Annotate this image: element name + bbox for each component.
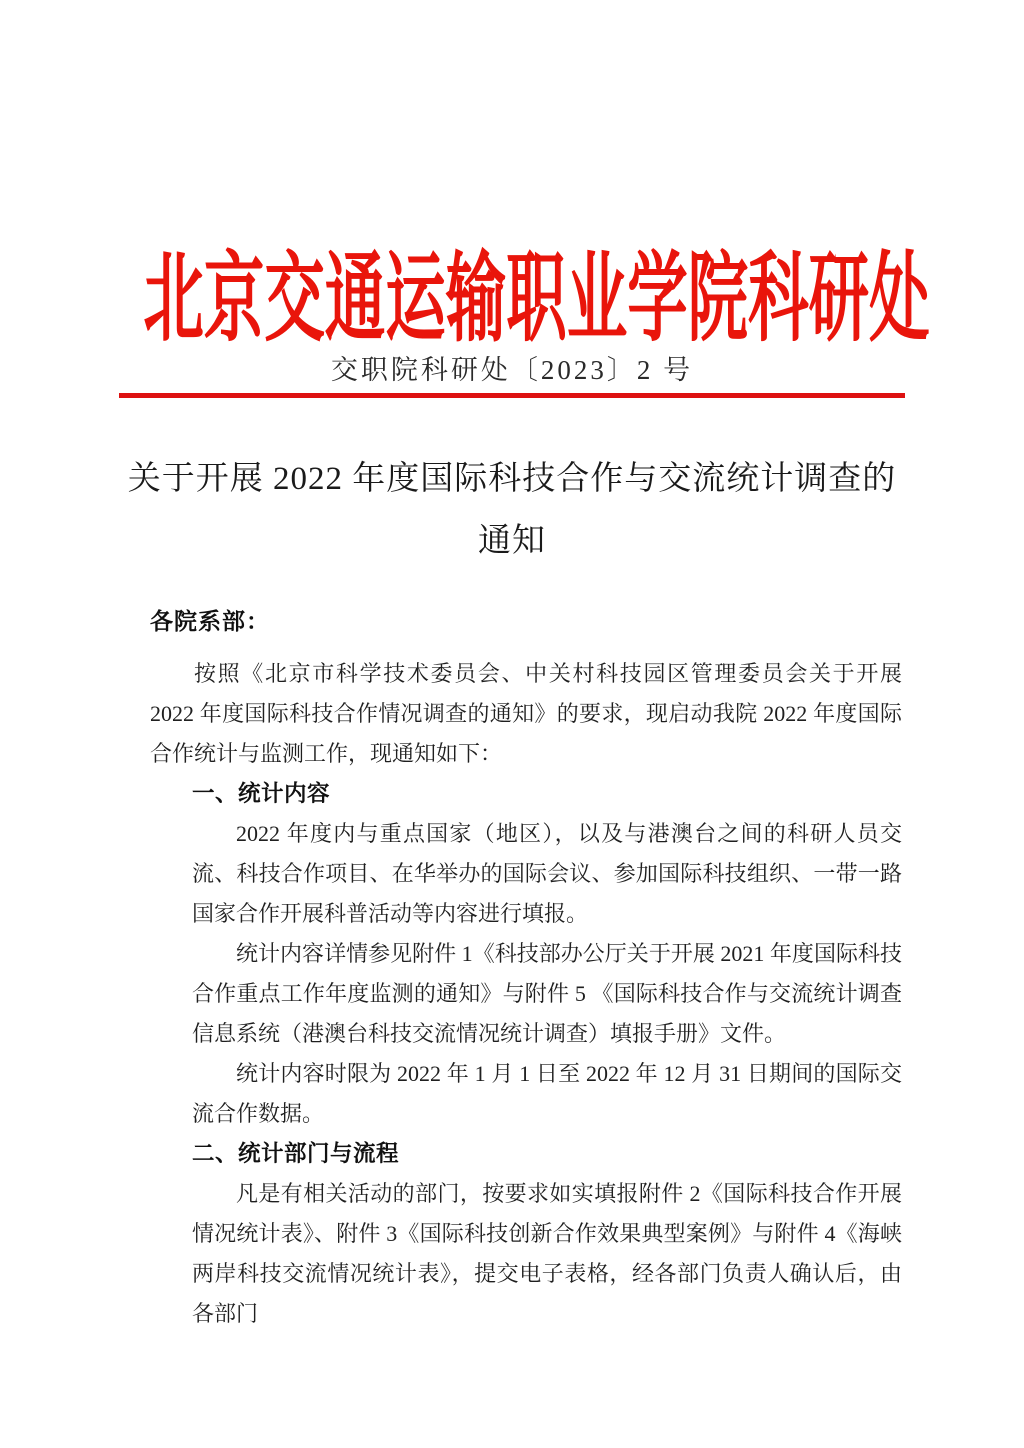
section2-heading: 二、统计部门与流程 [192,1141,400,1166]
document-header [0,0,1024,398]
issuing-org-title: 北京交通运输职业学院科研处 [143,246,930,355]
notice-title [0,448,1024,572]
notice-title-line1: 关于开展 2022 年度国际科技合作与交流统计调查的 [127,461,897,497]
salutation: 各院系部： [150,608,270,634]
section1-paragraph-3: 统计内容时限为 2022 年 1 月 1 日至 2022 年 12 月 31 日期间的国际交流合作数据。 [192,1061,902,1126]
document-number: 交职院科研处〔2023〕2 号 [330,355,694,385]
section1-heading: 一、统计内容 [192,781,331,806]
section1-paragraph-1: 2022 年度内与重点国家（地区），以及与港澳台之间的科研人员交流、科技合作项目、在华举办的国际会议、参加国际科技组织、一带一路国家合作开展科普活动等内容进行填报。 [192,821,902,926]
section2-paragraph-1: 凡是有相关活动的部门，按要求如实填报附件 2《国际科技合作开展情况统计表》、附件 3《国际科技创新合作效果典型案例》与附件 4《海峡两岸科技交流情况统计表》，提交电子表格，经各部门负责人确认后，由各部门 [192,1181,902,1326]
section1-paragraph-2: 统计内容详情参见附件 1《科技部办公厅关于开展 2021 年度国际科技合作重点工作年度监测的通知》与附件 5 《国际科技合作与交流统计调查信息系统（港澳台科技交流情况统计调查）填报手册》文件。 [192,941,902,1046]
notice-body [150,600,902,1334]
intro-paragraph: 按照《北京市科学技术委员会、中关村科技园区管理委员会关于开展 2022 年度国际科技合作情况调查的通知》的要求，现启动我院 2022 年度国际合作统计与监测工作，现通知如下： [150,661,902,766]
header-divider-rule [119,393,905,398]
notice-title-line2: 通知 [478,523,546,559]
